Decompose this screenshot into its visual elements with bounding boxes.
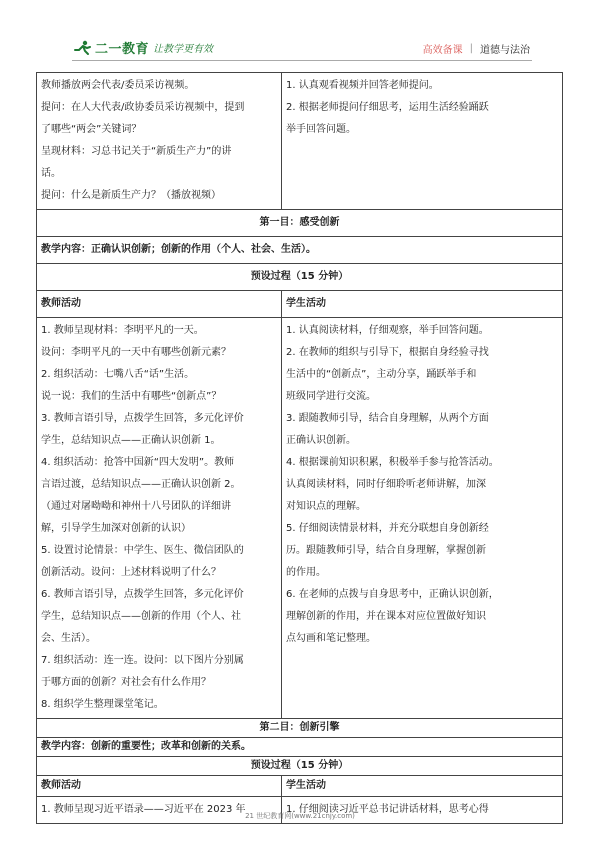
text-line: 理解创新的作用，并在课本对应位置做好知识 bbox=[286, 611, 486, 622]
text-line: 7. 组织活动：连一连。设问：以下图片分别属 bbox=[41, 655, 244, 666]
text-line: 1. 认真阅读材料，仔细观察，举手回答问题。 bbox=[286, 325, 489, 336]
text-line: 学生，总结知识点——创新的作用（个人、社 bbox=[41, 611, 241, 622]
text-line: （通过对屠呦呦和神州十八号团队的详细讲 bbox=[41, 501, 231, 512]
page-header bbox=[0, 0, 600, 62]
text-line: 8. 组织学生整理课堂笔记。 bbox=[41, 699, 164, 710]
section1-student-cell bbox=[282, 318, 563, 719]
text-line: 点勾画和笔记整理。 bbox=[286, 633, 376, 644]
text-line: 正确认识创新。 bbox=[286, 435, 356, 446]
logo bbox=[72, 38, 213, 57]
section1-student-head: 学生活动 bbox=[282, 291, 563, 318]
intro-teacher-cell bbox=[37, 73, 282, 210]
text-line: 1. 教师呈现习近平语录——习近平在 2023 年 bbox=[41, 804, 246, 815]
text-line: 4. 根据课前知识积累，积极举手参与抢答活动。 bbox=[286, 457, 499, 468]
text-line: 举手回答问题。 bbox=[286, 124, 356, 135]
text-line: 3. 教师言语引导，点拨学生回答，多元化评价 bbox=[41, 413, 244, 424]
section1-activity-row bbox=[37, 318, 563, 719]
header-tag-subject: 道德与法治 bbox=[480, 45, 530, 56]
text-line: 历。跟随教师引导，结合自身理解，掌握创新 bbox=[286, 545, 486, 556]
section1-process: 预设过程（15 分钟） bbox=[37, 264, 563, 291]
text-line: 2. 在教师的组织与引导下，根据自身经验寻找 bbox=[286, 347, 489, 358]
header-tags bbox=[423, 41, 530, 56]
text-line: 说一说：我们的生活中有哪些“创新点”？ bbox=[41, 391, 222, 402]
text-line: 会、生活）。 bbox=[41, 633, 96, 644]
text-line: 呈现材料：习总书记关于“新质生产力”的讲 bbox=[41, 146, 232, 157]
section1-title: 第一目：感受创新 bbox=[37, 210, 563, 237]
text-line: 5. 设置讨论情景：中学生、医生、微信团队的 bbox=[41, 545, 244, 556]
section2-title: 第二目：创新引擎 bbox=[37, 719, 563, 738]
text-line: 言语过渡，总结知识点——正确认识创新 2。 bbox=[41, 479, 241, 490]
text-line: 提问：在人大代表/政协委员采访视频中，提到 bbox=[41, 102, 245, 113]
logo-name: 二一教育 bbox=[95, 42, 150, 57]
text-line: 6. 在老师的点拨与自身思考中，正确认识创新， bbox=[286, 589, 499, 600]
text-line: 教师播放两会代表/委员采访视频。 bbox=[41, 80, 195, 91]
header-tag-prep: 高效备课 bbox=[422, 45, 463, 56]
text-line: 的作用。 bbox=[286, 567, 326, 578]
intro-row bbox=[37, 73, 563, 210]
text-line: 生活中的“创新点”，主动分享，踊跃举手和 bbox=[286, 369, 477, 380]
section2-process: 预设过程（15 分钟） bbox=[37, 757, 563, 776]
section2-teacher-head: 教师活动 bbox=[37, 776, 282, 797]
lesson-table bbox=[36, 72, 563, 824]
text-line: 于哪方面的创新？对社会有什么作用？ bbox=[41, 677, 211, 688]
header-divider bbox=[72, 60, 532, 61]
section2-content: 教学内容：创新的重要性；改革和创新的关系。 bbox=[37, 738, 563, 757]
text-line: 2. 根据老师提问仔细思考，运用生活经验踊跃 bbox=[286, 102, 489, 113]
text-line: 提问：什么是新质生产力？（播放视频） bbox=[41, 190, 221, 201]
text-line: 创新活动。设问：上述材料说明了什么？ bbox=[41, 567, 221, 578]
runner-logo-icon bbox=[72, 40, 92, 56]
section1-teacher-cell bbox=[37, 318, 282, 719]
text-line: 对知识点的理解。 bbox=[286, 501, 366, 512]
text-line: 1. 教师呈现材料：李明平凡的一天。 bbox=[41, 325, 204, 336]
text-line: 4. 组织活动：抢答中国新“四大发明”。教师 bbox=[41, 457, 235, 468]
text-line: 解，引导学生加深对创新的认识） bbox=[41, 523, 191, 534]
header-separator: | bbox=[469, 43, 473, 54]
section1-content: 教学内容：正确认识创新；创新的作用（个人、社会、生活）。 bbox=[37, 237, 563, 264]
text-line: 3. 跟随教师引导，结合自身理解，从两个方面 bbox=[286, 413, 489, 424]
text-line: 1. 仔细阅读习近平总书记讲话材料，思考心得 bbox=[286, 804, 489, 815]
logo-slogan: 让教学更有效 bbox=[153, 44, 214, 55]
intro-student-cell bbox=[282, 73, 563, 210]
text-line: 5. 仔细阅读情景材料，并充分联想自身创新经 bbox=[286, 523, 489, 534]
text-line: 1. 认真观看视频并回答老师提问。 bbox=[286, 80, 439, 91]
text-line: 设问：李明平凡的一天中有哪些创新元素？ bbox=[41, 347, 231, 358]
text-line: 话。 bbox=[41, 168, 61, 179]
text-line: 6. 教师言语引导，点拨学生回答，多元化评价 bbox=[41, 589, 244, 600]
text-line: 学生，总结知识点——正确认识创新 1。 bbox=[41, 435, 221, 446]
text-line: 了哪些“两会”关键词？ bbox=[41, 124, 142, 135]
section2-student-head: 学生活动 bbox=[282, 776, 563, 797]
page-footer: 21 世纪教育网(www.21cnjy.com) bbox=[245, 812, 355, 820]
text-line: 班级同学进行交流。 bbox=[286, 391, 376, 402]
text-line: 2. 组织活动：七嘴八舌“话”生活。 bbox=[41, 369, 195, 380]
section1-teacher-head: 教师活动 bbox=[37, 291, 282, 318]
text-line: 认真阅读材料，同时仔细聆听老师讲解，加深 bbox=[286, 479, 486, 490]
